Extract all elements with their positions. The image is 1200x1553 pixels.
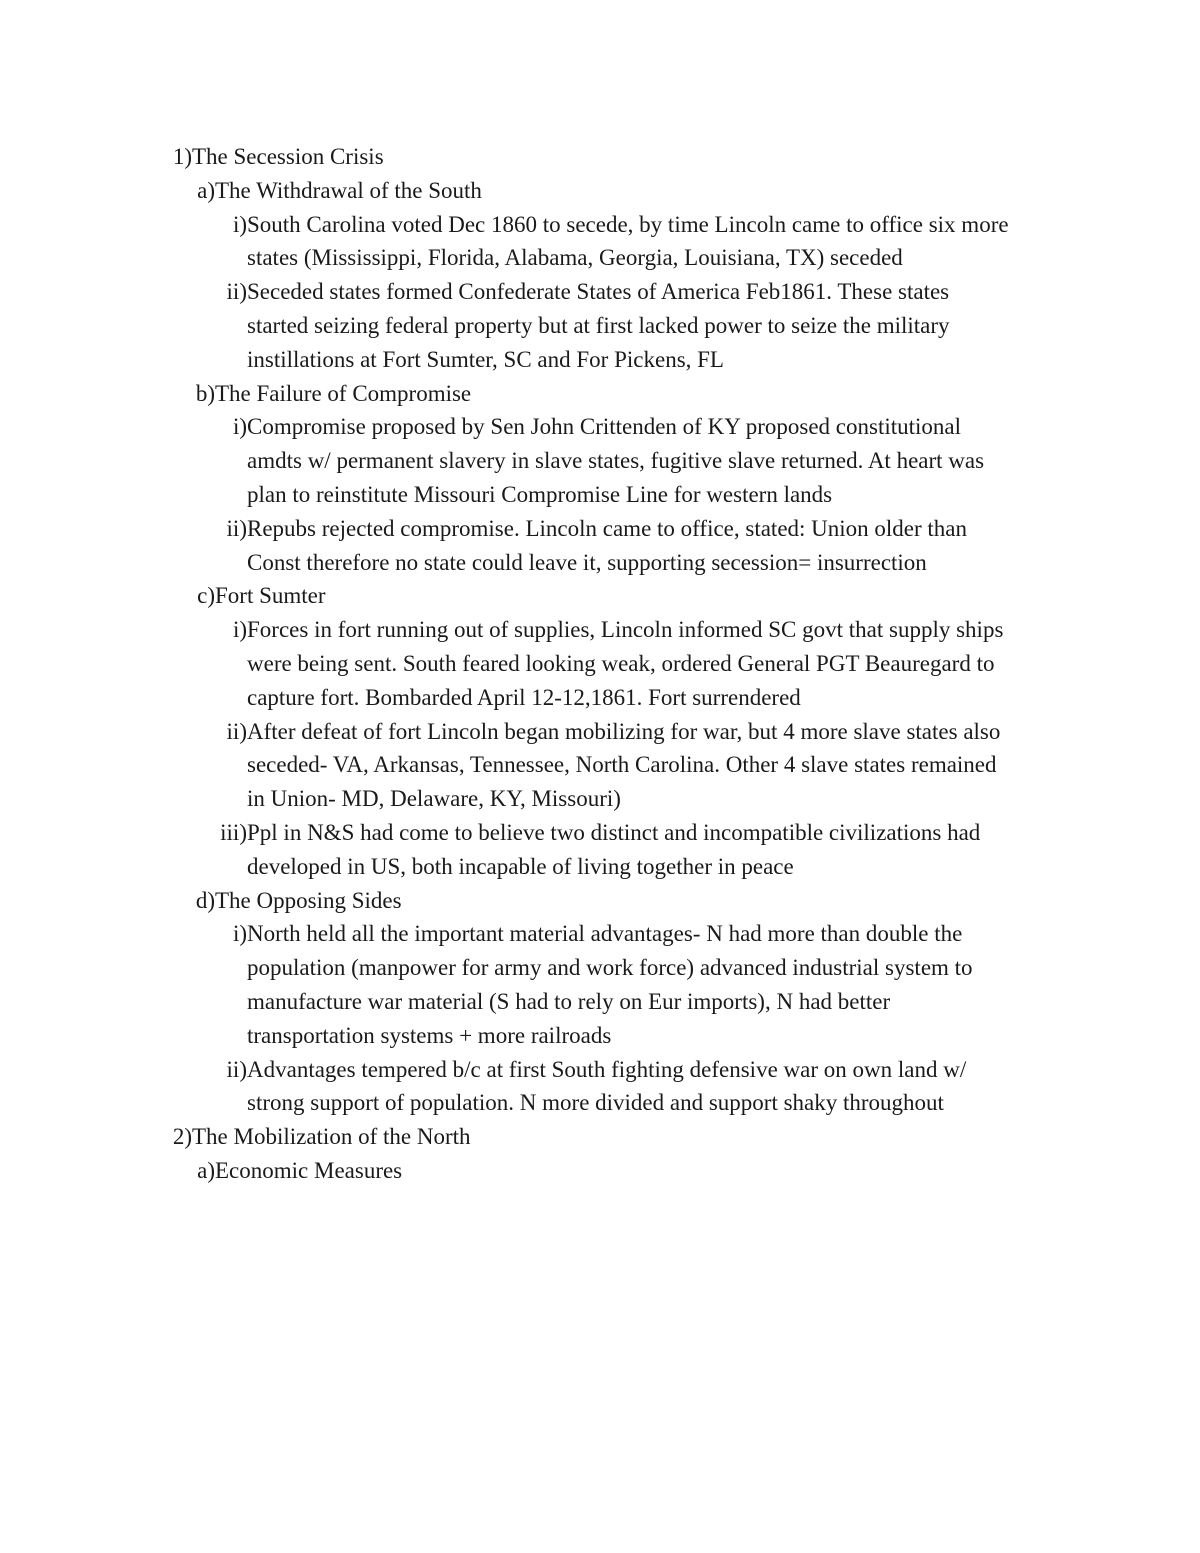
- outline-item: [0, 410, 1010, 511]
- outline-text: Advantages tempered b/c at first South fighting defensive war on own land w/ strong support of population. N more divided and support shaky throughout: [247, 1056, 967, 1116]
- outline-text: The Secession Crisis: [192, 144, 384, 169]
- outline-text: The Opposing Sides: [215, 887, 402, 913]
- outline-text: The Failure of Compromise: [215, 380, 472, 406]
- outline-text: The Mobilization of the North: [192, 1124, 471, 1150]
- outline-marker: ii): [226, 718, 247, 744]
- outline-marker: 2): [172, 1124, 192, 1150]
- outline-item: [0, 579, 1010, 613]
- outline-item: [0, 816, 1010, 884]
- outline-item: [0, 1053, 1010, 1121]
- outline-text: After defeat of fort Lincoln began mobilizing for war, but 4 more slave states also seceded- VA, Arkansas, Tennessee, North Carolina. Other 4 slave states remained in Union- MD, Delaware, KY, Missouri): [247, 718, 1001, 812]
- outline-item: [0, 917, 1010, 1052]
- outline-item: [0, 512, 1010, 580]
- outline-text: Forces in fort running out of supplies, Lincoln informed SC govt that supply ships were being sent. South feared looking weak, ordered General PGT Beauregard to capture fort. Bombarded April 12-12,1861. Fort surrendered: [247, 617, 1004, 710]
- outline-text: South Carolina voted Dec 1860 to secede, by time Lincoln came to office six more states (Mississippi, Florida, Alabama, Georgia, Louisiana, TX) seceded: [247, 211, 1009, 271]
- outline-item: [0, 613, 1010, 714]
- outline-marker: b): [195, 380, 215, 406]
- notes-outline: [0, 140, 1200, 1188]
- outline-marker: c): [197, 583, 215, 609]
- outline-marker: ii): [226, 515, 247, 541]
- outline-marker: i): [232, 921, 247, 947]
- outline-marker: i): [232, 414, 247, 440]
- outline-item: [0, 715, 1010, 816]
- outline-marker: ii): [226, 279, 247, 305]
- outline-text: The Withdrawal of the South: [215, 177, 482, 203]
- outline-item: [0, 174, 1010, 208]
- outline-marker: iii): [220, 819, 247, 845]
- outline-marker: 1): [172, 144, 192, 169]
- outline-text: Fort Sumter: [215, 583, 326, 609]
- outline-item: [0, 140, 1010, 174]
- outline-text: Economic Measures: [215, 1157, 403, 1183]
- outline-item: [0, 1154, 1010, 1188]
- outline-item: [0, 208, 1010, 276]
- outline-marker: i): [232, 617, 247, 643]
- outline-marker: a): [197, 1157, 215, 1183]
- outline-item: [0, 884, 1010, 918]
- outline-item: [0, 275, 1010, 376]
- outline-marker: i): [232, 211, 247, 237]
- outline-marker: ii): [226, 1056, 247, 1082]
- outline-marker: a): [197, 177, 215, 203]
- outline-text: Compromise proposed by Sen John Crittenden of KY proposed constitutional amdts w/ permanent slavery in slave states, fugitive slave returned. At heart was plan to reinstitute Missouri Compromise Line for western lands: [247, 414, 985, 507]
- outline-marker: d): [195, 887, 215, 913]
- outline-text: Ppl in N&S had come to believe two distinct and incompatible civilizations had developed in US, both incapable of living together in peace: [247, 819, 981, 879]
- outline-item: [0, 377, 1010, 411]
- outline-text: North held all the important material advantages- N had more than double the population (manpower for army and work force) advanced industrial system to manufacture war material (S had to rely on Eur imports), N had better transportation systems + more railroads: [247, 921, 973, 1048]
- outline-item: [0, 1120, 1010, 1154]
- outline-text: Repubs rejected compromise. Lincoln came to office, stated: Union older than Const therefore no state could leave it, supporting secession= insurrection: [247, 515, 968, 575]
- outline-text: Seceded states formed Confederate States of America Feb1861. These states started seizing federal property but at first lacked power to seize the military instillations at Fort Sumter, SC and For Pickens, FL: [247, 279, 950, 372]
